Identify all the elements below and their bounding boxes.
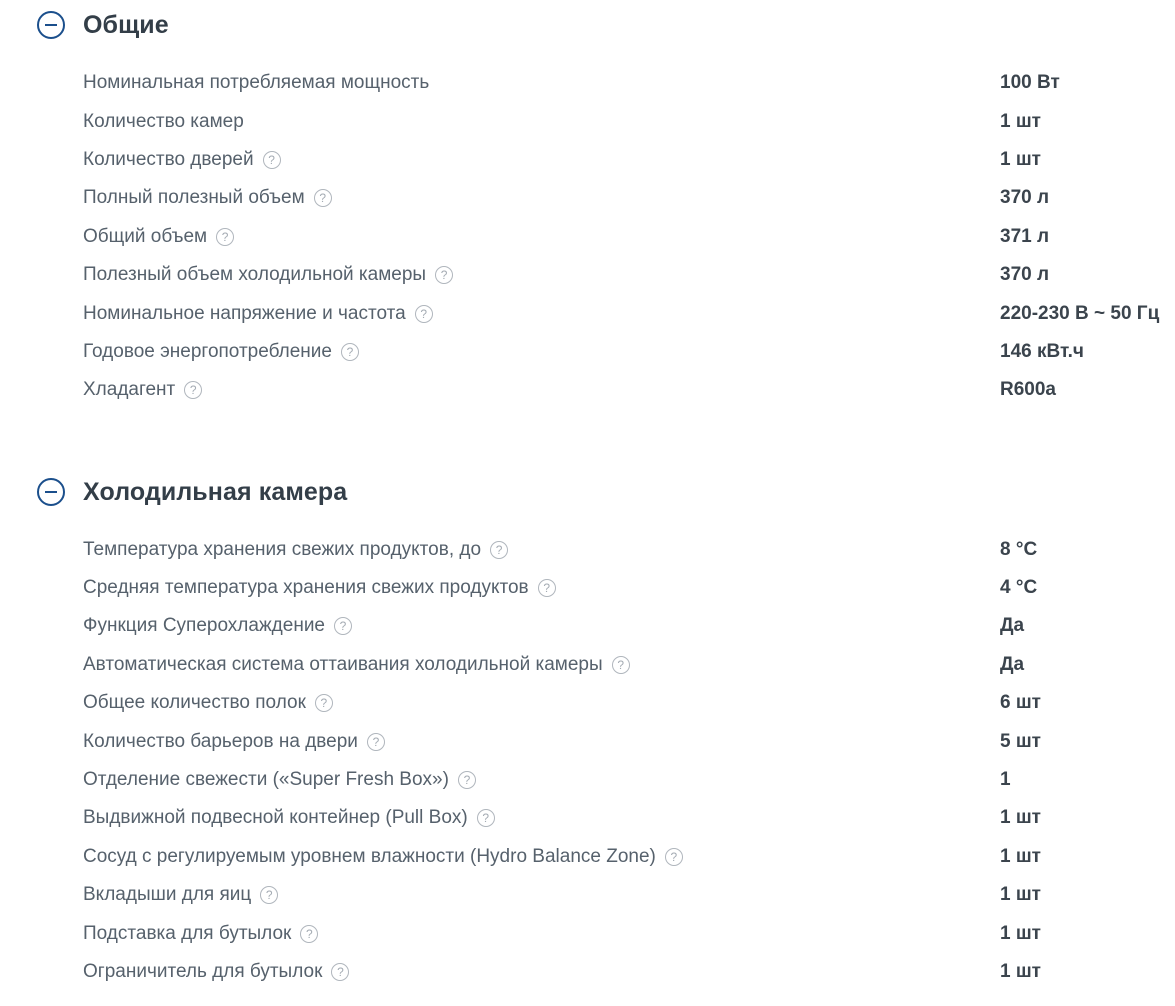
spec-label: Номинальная потребляемая мощность [83, 72, 430, 94]
spec-label: Номинальное напряжение и частота [83, 302, 406, 324]
spec-row [83, 531, 1175, 569]
spec-section [37, 8, 1175, 410]
spec-label: Количество барьеров на двери [83, 730, 358, 752]
spec-row [83, 256, 1175, 294]
spec-label: Полезный объем холодильной камеры [83, 264, 427, 286]
spec-value: 6 шт [1000, 692, 1041, 714]
question-circle-icon[interactable]: ? [300, 925, 318, 943]
section-header[interactable] [37, 8, 1175, 42]
section-rows [83, 64, 1175, 410]
spec-section [37, 475, 1175, 992]
spec-value: 146 кВт.ч [1000, 340, 1084, 362]
collapse-minus-icon[interactable] [37, 11, 65, 39]
spec-label-wrap [83, 769, 1000, 791]
spec-label: Годовое энергопотребление [83, 340, 332, 362]
spec-label-wrap [83, 692, 1000, 714]
spec-value: Да [1000, 615, 1025, 637]
question-circle-icon[interactable]: ? [260, 886, 278, 904]
question-circle-icon[interactable]: ? [184, 381, 202, 399]
section-title: Общие [83, 11, 169, 39]
spec-value: 1 [1000, 769, 1011, 791]
section-rows [83, 531, 1175, 992]
spec-row [83, 569, 1175, 607]
spec-value: Да [1000, 653, 1025, 675]
question-circle-icon[interactable]: ? [314, 189, 332, 207]
spec-label-wrap [83, 539, 1000, 561]
spec-label: Полный полезный объем [83, 187, 305, 209]
spec-label-wrap [83, 923, 1000, 945]
spec-label-wrap [83, 264, 1000, 286]
spec-label-wrap [83, 654, 1000, 676]
question-circle-icon[interactable]: ? [435, 266, 453, 284]
spec-label-wrap [83, 807, 1000, 829]
question-circle-icon[interactable]: ? [538, 579, 556, 597]
spec-label: Автоматическая система оттаивания холодильной камеры [83, 653, 603, 675]
spec-label: Средняя температура хранения свежих продуктов [83, 577, 529, 599]
spec-value: 1 шт [1000, 807, 1041, 829]
spec-label-wrap [83, 615, 1000, 637]
section-header[interactable] [37, 475, 1175, 509]
spec-row [83, 218, 1175, 256]
spec-value: 220-230 В ~ 50 Гц [1000, 302, 1160, 324]
question-circle-icon[interactable]: ? [477, 809, 495, 827]
spec-row [83, 294, 1175, 332]
spec-label: Сосуд с регулируемым уровнем влажности (Hydro Balance Zone) [83, 845, 656, 867]
spec-value: 370 л [1000, 264, 1050, 286]
spec-row [83, 684, 1175, 722]
question-circle-icon[interactable]: ? [331, 963, 349, 981]
spec-label: Общий объем [83, 225, 208, 247]
spec-value: 4 °С [1000, 577, 1038, 599]
spec-value: 1 шт [1000, 922, 1041, 944]
question-circle-icon[interactable]: ? [263, 151, 281, 169]
spec-label-wrap [83, 303, 1000, 325]
spec-label-wrap [83, 884, 1000, 906]
spec-label-wrap [83, 226, 1000, 248]
spec-value: 1 шт [1000, 110, 1041, 132]
spec-row [83, 876, 1175, 914]
question-circle-icon[interactable]: ? [415, 305, 433, 323]
spec-row [83, 102, 1175, 140]
spec-label-wrap [83, 149, 1000, 171]
spec-value: 370 л [1000, 187, 1050, 209]
question-circle-icon[interactable]: ? [458, 771, 476, 789]
spec-row [83, 333, 1175, 371]
spec-row [83, 799, 1175, 837]
spec-value: 1 шт [1000, 961, 1041, 982]
spec-label-wrap [83, 379, 1000, 401]
spec-label: Ограничитель для бутылок [83, 961, 323, 982]
spec-value: 5 шт [1000, 730, 1041, 752]
question-circle-icon[interactable]: ? [612, 656, 630, 674]
question-circle-icon[interactable]: ? [367, 733, 385, 751]
question-circle-icon[interactable]: ? [315, 694, 333, 712]
spec-label-wrap [83, 961, 1000, 983]
section-title: Холодильная камера [83, 477, 348, 506]
spec-value: 1 шт [1000, 884, 1041, 906]
question-circle-icon[interactable]: ? [341, 343, 359, 361]
question-circle-icon[interactable]: ? [334, 617, 352, 635]
spec-label: Функция Суперохлаждение [83, 615, 325, 637]
spec-row [83, 761, 1175, 799]
spec-row [83, 953, 1175, 991]
spec-label-wrap [83, 846, 1000, 868]
spec-label-wrap [83, 731, 1000, 753]
spec-row [83, 838, 1175, 876]
spec-value: 8 °С [1000, 538, 1038, 560]
spec-label: Температура хранения свежих продуктов, до [83, 538, 482, 560]
spec-label: Выдвижной подвесной контейнер (Pull Box) [83, 807, 468, 829]
question-circle-icon[interactable]: ? [216, 228, 234, 246]
spec-row [83, 141, 1175, 179]
spec-row [83, 646, 1175, 684]
spec-row [83, 722, 1175, 760]
spec-row [83, 371, 1175, 409]
collapse-minus-icon[interactable] [37, 478, 65, 506]
spec-row [83, 179, 1175, 217]
spec-label: Отделение свежести («Super Fresh Box») [83, 769, 449, 791]
spec-row [83, 64, 1175, 102]
spec-label: Вкладыши для яиц [83, 884, 252, 906]
spec-label-wrap [83, 577, 1000, 599]
spec-label: Количество камер [83, 110, 244, 132]
spec-label-wrap [83, 111, 1000, 133]
spec-value: 1 шт [1000, 845, 1041, 867]
question-circle-icon[interactable]: ? [665, 848, 683, 866]
spec-label-wrap [83, 341, 1000, 363]
question-circle-icon[interactable]: ? [490, 541, 508, 559]
spec-value: 1 шт [1000, 148, 1041, 170]
spec-row [83, 914, 1175, 952]
spec-value: R600a [1000, 379, 1056, 401]
spec-value: 371 л [1000, 225, 1050, 247]
sections-root [37, 8, 1175, 991]
spec-label: Общее количество полок [83, 692, 306, 714]
spec-label: Количество дверей [83, 148, 254, 170]
spec-value: 100 Вт [1000, 72, 1060, 94]
spec-label-wrap [83, 72, 1000, 94]
spec-label: Подставка для бутылок [83, 922, 292, 944]
spec-label: Хладагент [83, 379, 176, 401]
spec-row [83, 607, 1175, 645]
spec-label-wrap [83, 187, 1000, 209]
